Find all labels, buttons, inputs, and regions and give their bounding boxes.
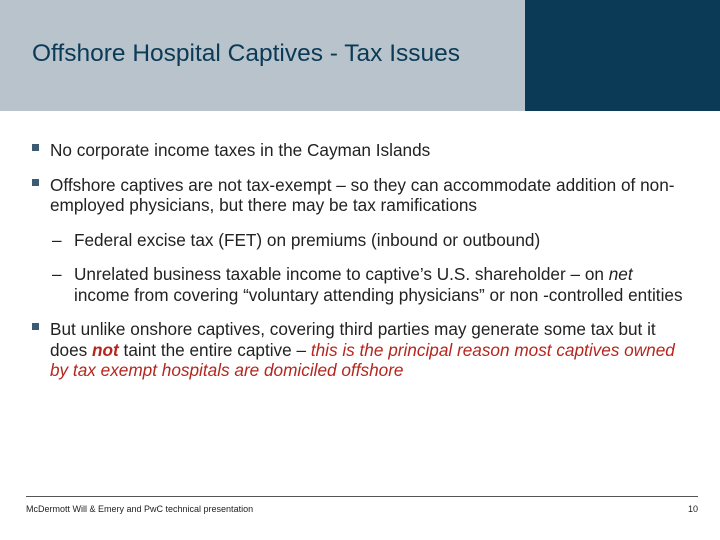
footer-rule — [26, 496, 698, 497]
title-divider — [0, 111, 720, 115]
slide-body — [32, 140, 692, 381]
emphasis-net: net — [608, 264, 633, 284]
bullet-text: No corporate income taxes in the Cayman Islands — [50, 140, 431, 160]
square-bullet-icon — [32, 179, 39, 186]
bullet-text-cont: taint the entire captive – — [118, 339, 311, 360]
sub-bullet-text: Federal excise tax (FET) on premiums (inbound or outbound) — [74, 229, 541, 250]
bullet-text: Offshore captives are not tax-exempt – so they can accommodate addition of non-employed physicians, but there may be tax ramifications — [50, 174, 675, 215]
sub-bullet-item — [32, 230, 692, 251]
emphasis-not: not — [92, 339, 119, 360]
bullet-item — [32, 140, 692, 161]
page-number: 10 — [687, 504, 698, 514]
sub-bullet-text-cont: income from covering “voluntary attending physicians” or non -controlled entities — [74, 284, 683, 305]
dash-bullet-icon: – — [52, 229, 62, 250]
sub-bullet-item — [32, 264, 692, 305]
emphasis-conclusion: this is the principal reason most captives owned by tax exempt hospitals are domiciled offshore — [50, 339, 675, 380]
bullet-item — [32, 319, 692, 381]
dash-bullet-icon: – — [52, 264, 62, 284]
sub-bullet-text: Unrelated business taxable income to captive’s U.S. shareholder – on — [74, 264, 609, 284]
bullet-text: But unlike onshore captives, covering third parties may generate some tax but it does — [50, 319, 656, 360]
corner-band — [525, 0, 720, 111]
slide-title: Offshore Hospital Captives - Tax Issues — [32, 40, 461, 67]
bullet-item — [32, 175, 692, 216]
square-bullet-icon — [32, 323, 39, 330]
footer-credit: McDermott Will & Emery and PwC technical presentation — [26, 504, 254, 514]
square-bullet-icon — [32, 144, 39, 151]
